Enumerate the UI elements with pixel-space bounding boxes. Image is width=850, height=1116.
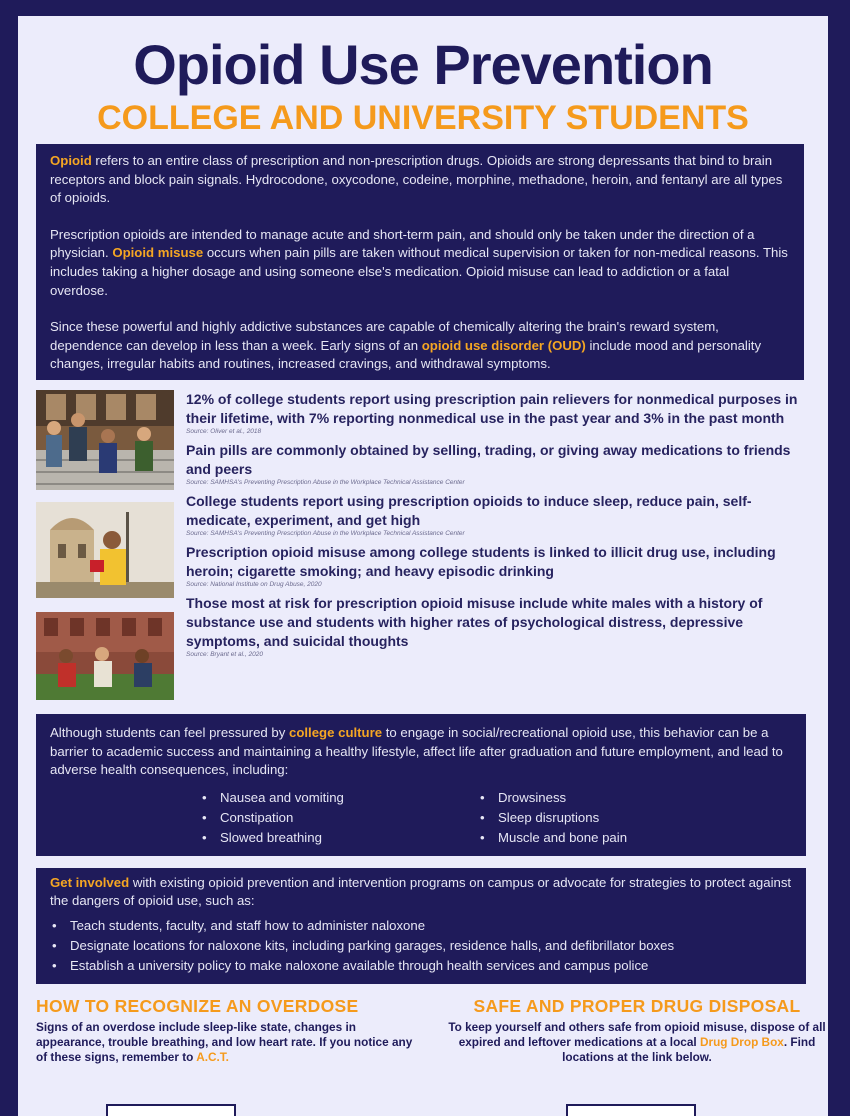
intro-panel [36, 144, 804, 380]
list-item: • Nausea and vomiting [200, 788, 478, 808]
intro-paragraph-2 [50, 226, 790, 300]
fact-source: Source: National Institute on Drug Abuse, 2020 [186, 580, 322, 588]
students-on-steps-photo [36, 390, 174, 490]
culture-before: Although students can feel pressured by [50, 724, 289, 740]
disposal-before: To keep yourself and others safe from opioid misuse, dispose of all expired and leftover medications at a local [448, 1019, 826, 1049]
college-culture-panel [36, 714, 806, 856]
list-item: • Teach students, faculty, and staff how to administer naloxone [50, 916, 792, 936]
disposal-column [446, 996, 828, 1065]
list-item: • Designate locations for naloxone kits, including parking garages, residence halls, and defibrillator boxes [50, 936, 792, 956]
fact-item [186, 390, 808, 436]
get-involved-panel [36, 868, 806, 984]
opioid-term: Opioid [50, 153, 92, 168]
list-item: • Muscle and bone pain [478, 828, 756, 848]
flyer-page [18, 16, 828, 1116]
involved-text: with existing opioid prevention and intervention programs on campus or advocate for strategies to protect against the dangers of opioid use, such as: [50, 874, 792, 909]
page-title: Opioid Use Prevention [133, 33, 713, 96]
fact-source: Source: SAMHSA's Preventing Prescription Abuse in the Workplace Technical Assistance Center [186, 529, 465, 537]
fact-list [186, 390, 808, 664]
list-item: • Establish a university policy to make naloxone available through health services and campus police [50, 956, 792, 976]
intro-paragraph-3 [50, 318, 790, 374]
fact-source: Source: Oliver et al., 2018 [186, 427, 262, 435]
list-item: • Slowed breathing [200, 828, 478, 848]
college-culture-term: college culture [289, 724, 383, 740]
list-item: • Constipation [200, 808, 478, 828]
fact-item [186, 492, 808, 538]
facts-section [36, 390, 808, 700]
overdose-body: Signs of an overdose include sleep-like state, changes in appearance, trouble breathing, and low heart rate. If you notice any of these signs, remember to [36, 1019, 413, 1064]
disposal-title: SAFE AND PROPER DRUG DISPOSAL [473, 995, 801, 1016]
list-item: • Sleep disruptions [478, 808, 756, 828]
fact-text: Pain pills are commonly obtained by selling, trading, or giving away medications to friends and peers [186, 441, 791, 477]
culture-paragraph [50, 724, 792, 780]
fact-text: College students report using prescription opioids to induce sleep, reduce pain, self-medicate, experiment, and get high [186, 492, 752, 528]
drug-drop-box-term: Drug Drop Box [699, 1034, 784, 1049]
fact-text: Prescription opioid misuse among college students is linked to illicit drug use, including heroin; cigarette smoking; and heavy episodic drinking [186, 543, 776, 579]
opioid-misuse-term: Opioid misuse [112, 245, 204, 261]
disposal-after: . Find locations at the link below. [562, 1034, 816, 1064]
overdose-column [36, 996, 418, 1065]
consequences-left [200, 788, 478, 848]
intro-p3-before: Since these powerful and highly addictive substances are capable of chemically altering the brain's reward system, dependence can develop in less than a week. Early signs of an [50, 319, 719, 353]
culture-after: to engage in social/recreational opioid use, this behavior can be a barrier to academic success and maintaining a healthy lifestyle, affect life after graduation and future employment, and lead to adverse health consequences, including: [50, 724, 783, 778]
act-term: A.C.T. [196, 1049, 229, 1064]
fact-item [186, 543, 808, 589]
page-subtitle: COLLEGE AND UNIVERSITY STUDENTS [97, 99, 749, 137]
overdose-text [36, 1020, 418, 1065]
bottom-columns [36, 996, 828, 1065]
fact-source: Source: SAMHSA's Preventing Prescription Abuse in the Workplace Technical Assistance Center [186, 478, 465, 486]
involved-paragraph [50, 874, 792, 911]
act-graphic-top [106, 1104, 236, 1116]
strategies-list [50, 916, 792, 976]
drop-box-graphic-top [566, 1104, 696, 1116]
fact-text: 12% of college students report using prescription pain relievers for nonmedical purposes in their lifetime, with 7% reporting nonmedical use in the past year and 3% in the past month [186, 390, 798, 426]
oud-term: opioid use disorder (OUD) [421, 337, 586, 353]
intro-p2-before: Prescription opioids are intended to manage acute and short-term pain, and should only be taken under the direction of a physician. [50, 226, 755, 261]
fact-source: Source: Bryant et al., 2020 [186, 650, 263, 658]
overdose-title: HOW TO RECOGNIZE AN OVERDOSE [36, 995, 359, 1016]
fact-item [186, 441, 808, 487]
consequences-right [478, 788, 756, 848]
intro-p1-text: refers to an entire class of prescription and non-prescription drugs. Opioids are strong depressants that bind to brain receptors and block pain signals. Hydrocodone, oxycodone, codeine, morphine, methadone, heroin, and fentanyl are all types of opioids. [50, 153, 783, 206]
intro-paragraph-1 [50, 152, 790, 208]
disposal-text [446, 1020, 828, 1065]
fact-text: Those most at risk for prescription opioid misuse include white males with a history of substance use and students with higher rates of psychological distress, depressive symptoms, and suicidal thoughts [186, 594, 763, 649]
get-involved-term: Get involved [50, 874, 130, 890]
list-item: • Drowsiness [478, 788, 756, 808]
fact-item [186, 594, 808, 659]
intro-p3-after: include mood and personality changes, irregular habits and routines, increased cravings, and withdrawal symptoms. [50, 337, 762, 372]
consequences-list [200, 788, 792, 848]
students-on-grass-photo [36, 612, 174, 700]
intro-p2-after: occurs when pain pills are taken without medical supervision or taken for non-medical reasons. This includes taking a higher dosage and using someone else's medication. Opioid misuse can lead to addiction or a fatal overdose. [50, 245, 788, 298]
student-with-book-photo [36, 502, 174, 598]
